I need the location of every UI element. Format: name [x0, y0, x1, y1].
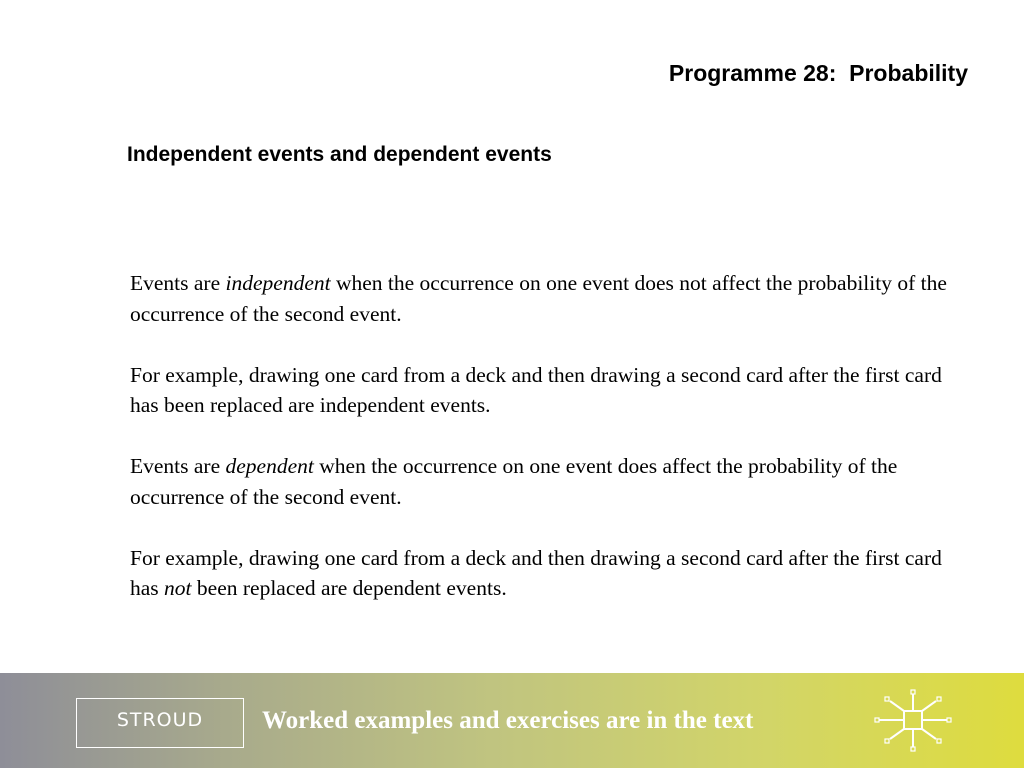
stroud-logo-text: STROUD [116, 709, 204, 731]
paragraph-dependent-example [130, 543, 950, 604]
network-icon [870, 687, 956, 755]
emphasis-term: independent [225, 271, 331, 295]
emphasis-term: dependent [225, 454, 314, 478]
paragraph-text: For example, drawing one card from a deck and then drawing a second card after the first card has [130, 545, 942, 600]
paragraph-text: when the occurrence on one event does not affect the probability of the occurrence of the second event. [130, 271, 947, 326]
section-heading: Independent events and dependent events [127, 143, 552, 166]
paragraph-text: Events are [130, 271, 226, 295]
footer-tagline: Worked examples and exercises are in the text [262, 707, 754, 734]
paragraph-independent-example [130, 360, 950, 421]
footer-banner [0, 673, 1024, 768]
programme-title: Programme 28: Probability [668, 60, 968, 86]
paragraph-text: For example, drawing one card from a deck and then drawing a second card after the first card has been replaced are independent events. [130, 362, 942, 417]
paragraph-dependent-definition [130, 451, 950, 512]
paragraph-independent-definition [130, 268, 950, 329]
stroud-logo-box [76, 698, 244, 748]
paragraph-text: been replaced are dependent events. [191, 576, 507, 600]
paragraph-text: when the occurrence on one event does affect the probability of the occurrence of the second event. [130, 454, 898, 509]
body-text [130, 268, 950, 634]
emphasis-term: not [164, 576, 192, 600]
paragraph-text: Events are [130, 454, 226, 478]
